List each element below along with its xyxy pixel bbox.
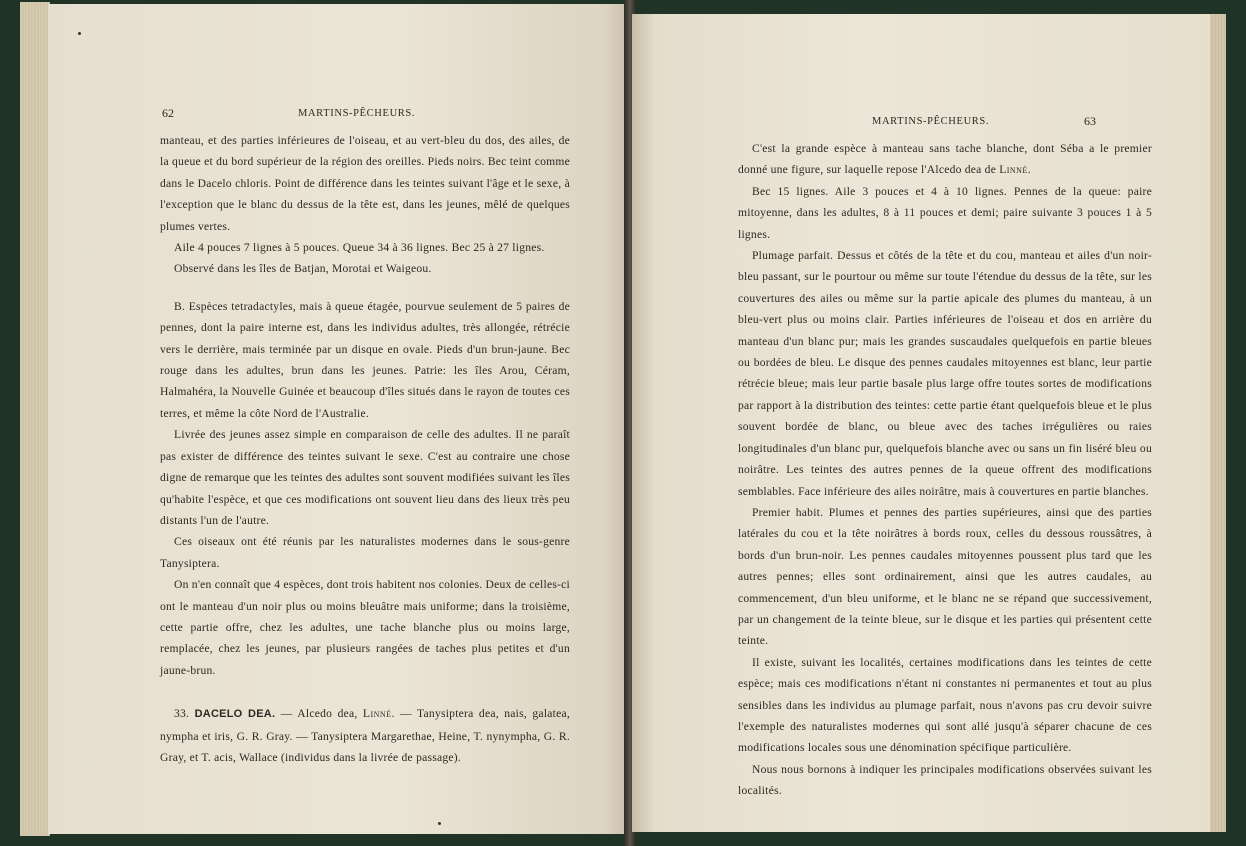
paragraph: B. Espèces tetradactyles, mais à queue étagée, pourvue seulement de 5 paires de pennes, dont la paire interne est, dans les individus adultes, très allongée, rétrécie vers le derrière, mais terminée par un disque en ovale. Pieds d'un brun-jaune. Bec rouge dans les adultes, brun dans les jeunes. Patrie: les îles Arou, Céram, Halmahéra, la Nouvelle Guinée et beaucoup d'îles situés dans le rayon de toutes ces terres, et même la côte Nord de l'Australie. [160, 299, 570, 420]
paragraph: On n'en connaît que 4 espèces, dont trois habitent nos colonies. Deux de celles-ci ont le manteau d'un noir plus ou moins bleuâtre mais uniforme; dans la troisième, cette partie offre, chez les adultes, une tache blanche plus ou moins large, remplacée, chez les jeunes, par plusieurs rangées de taches plus petites et d'un jaune-brun. [160, 578, 570, 677]
paragraph: Nous nous bornons à indiquer les principales modifications observées suivant les localités. [738, 762, 1152, 798]
page-number: 62 [162, 106, 174, 120]
paragraph: Observé dans les îles de Batjan, Morotai et Waigeou. [174, 262, 432, 276]
left-body-text [160, 130, 570, 768]
paragraph: manteau, et des parties inférieures de l'oiseau, et au vert-bleu du dos, des ailes, de la queue et du bord supérieur de la région des oreilles. Pieds noirs. Bec teint comme dans le Dacelo chloris. Point de différence dans les teintes suivant l'âge et le sexe, à l'exception que le blanc du dessus de la tête est, dans les jeunes, mêlé de quelques plumes vertes. [160, 134, 570, 233]
entry-number: 33. [174, 707, 190, 721]
speck [78, 32, 81, 35]
paragraph-text-end: . [1027, 163, 1031, 177]
paragraph: Aile 4 pouces 7 lignes à 5 pouces. Queue 34 à 36 lignes. Bec 25 à 27 lignes. [174, 241, 545, 255]
species-entry [160, 703, 570, 768]
running-head: MARTINS-PÊCHEURS. [872, 116, 990, 127]
author-name: Linné [362, 707, 392, 721]
paragraph: Il existe, suivant les localités, certaines modifications dans les teintes de cette espèce; mais ces modifications n'étant ni constantes ni permanentes et tout au plus sensibles dans les individus au plumage parfait, nous n'avons pas cru devoir suivre l'exemple des naturalistes modernes qui sont allé jusqu'à séparer chacune de ces modifications locales sous une dénomination spécifique particulière. [738, 655, 1152, 755]
speck [438, 822, 441, 825]
paragraph: Plumage parfait. Dessus et côtés de la tête et du cou, manteau et ailes d'un noir-bleu passant, sur le pourtour ou même sur toute l'étendue du dessus de la tête, sur les couvertures des ailes ou même sur la partie apicale des plumes du manteau, à un bleu-vert plus ou moins clair. Parties inférieures de l'oiseau et dos en arrière du manteau d'un blanc pur; mais les grandes suscaudales quelquefois en partie bleues ou bordées de bleu. Le disque des pennes caudales mitoyennes est blanc, leur partie rétrécie bleue; mais leur partie basale plus large offre toutes sortes de modifications par rapport à la distribution des teintes: cette partie étant quelquefois bleue et le plus souvent bordée de blanc, ou bleue avec des taches irrégulières ou raies longitudinales d'un blanc pur, quelquefois blanche avec ou sans un fin liséré bleu ou noirâtre. Les teintes des autres pennes de la queue offrent des modifications semblables. Face inférieure des ailes noirâtre, mais à couvertures en partie blanches. [738, 249, 1152, 498]
entry-synonyms: — Alcedo dea, [275, 707, 363, 721]
species-name: DACELO DEA. [194, 708, 276, 721]
right-page [632, 14, 1210, 832]
paragraph: Premier habit. Plumes et pennes des parties supérieures, ainsi que des parties latérales du cou et la tête noirâtres à bords roux, celles du dessous roussâtres, à bords d'un brun-noir. Les pennes caudales mitoyennes poussent plus tard que les autres pennes; elles sont ordinairement, ainsi que les autres caudales, au commencement, d'un bleu uniforme, et le blanc ne se répand que successivement, par un changement de la teinte bleue, sur le disque et les parties qui présentent cette teinte. [738, 505, 1152, 648]
paragraph: Livrée des jeunes assez simple en comparaison de celle des adultes. Il ne paraît pas exister de différence des teintes suivant le sexe. C'est au contraire une chose digne de remarque que les teintes des adultes sont souvent modifiées suivant les îles qu'habite l'espèce, et que ces modifications ont souvent lieu dans des lieux très peu distants l'un de l'autre. [160, 428, 570, 527]
paragraph-text: C'est la grande espèce à manteau sans tache blanche, dont Séba a le premier donné une figure, sur laquelle repose l'Alcedo dea de [738, 142, 1152, 177]
page-number: 63 [1084, 114, 1096, 128]
page-edges-left [20, 2, 50, 836]
author-name: Linné [999, 163, 1028, 177]
paragraph [738, 138, 1152, 181]
entry-synonyms-rest: . — Tanysiptera dea, nais, galatea, nympha et iris, G. R. Gray. — Tanysiptera Margarethae, Heine, T. nynympha, G. R. Gray, et T. acis, Wallace (individus dans la livrée de passage). [160, 707, 570, 764]
paragraph: Bec 15 lignes. Aile 3 pouces et 4 à 10 lignes. Pennes de la queue: paire mitoyenne, dans les adultes, 8 à 11 pouces et demi; paire suivante 3 pouces 1 à 5 lignes. [738, 184, 1152, 241]
running-head: MARTINS-PÊCHEURS. [298, 108, 416, 119]
page-edges-right [1208, 14, 1226, 832]
right-body-text [738, 138, 1152, 802]
left-page [48, 4, 628, 834]
paragraph: Ces oiseaux ont été réunis par les naturalistes modernes dans le sous-genre Tanysiptera. [160, 535, 570, 570]
